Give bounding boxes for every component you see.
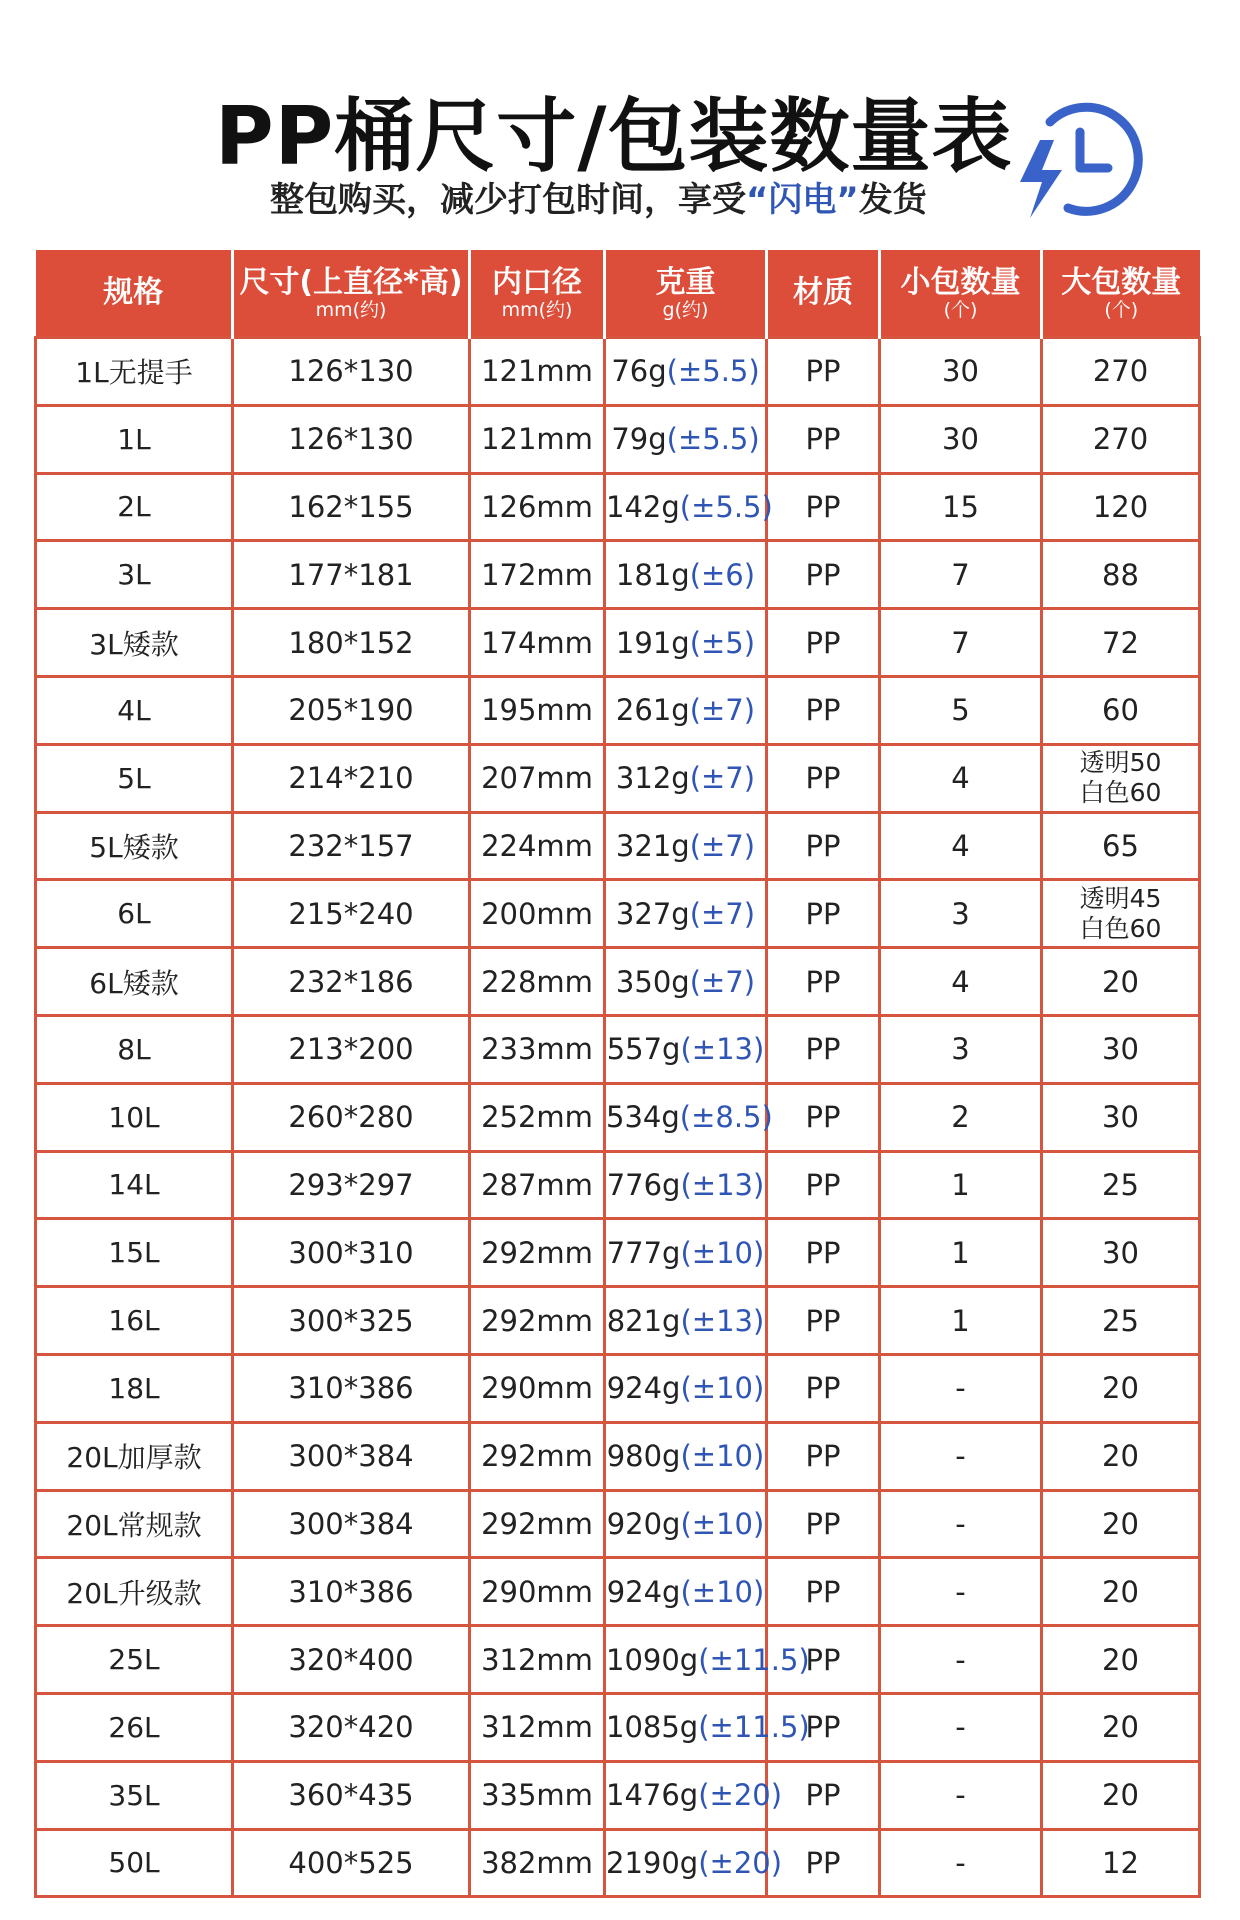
material-cell: PP bbox=[767, 676, 880, 744]
inner-diameter-cell: 382mm bbox=[470, 1829, 605, 1897]
spec-cell: 25L bbox=[36, 1626, 233, 1694]
inner-diameter-cell: 292mm bbox=[470, 1490, 605, 1558]
weight-cell bbox=[605, 1626, 810, 1694]
large-pack-cell bbox=[1042, 1287, 1200, 1355]
weight-tolerance: (±5.5) bbox=[666, 422, 760, 457]
large-pack-value: 25 bbox=[1102, 1167, 1139, 1202]
inner-diameter-cell: 228mm bbox=[470, 948, 605, 1016]
weight-tolerance: (±10) bbox=[680, 1506, 765, 1541]
material-cell: PP bbox=[767, 1287, 880, 1355]
size-cell: 215*240 bbox=[233, 880, 470, 948]
weight-tolerance: (±7) bbox=[689, 828, 756, 863]
large-pack-cell bbox=[1042, 1558, 1200, 1626]
size-cell: 310*386 bbox=[233, 1558, 470, 1626]
spec-cell: 20L加厚款 bbox=[36, 1422, 233, 1490]
spec-cell: 2L bbox=[36, 473, 233, 541]
table-row bbox=[36, 1626, 1200, 1694]
large-pack-value: 12 bbox=[1102, 1845, 1139, 1880]
table-row bbox=[36, 1083, 1200, 1151]
small-pack-cell: 30 bbox=[880, 338, 1042, 406]
inner-diameter-cell: 172mm bbox=[470, 541, 605, 609]
subtitle-prefix: 整包购买，减少打包时间，享受 bbox=[270, 180, 746, 220]
weight-tolerance: (±7) bbox=[689, 964, 756, 999]
inner-diameter-cell: 312mm bbox=[470, 1626, 605, 1694]
small-pack-cell: - bbox=[880, 1558, 1042, 1626]
weight-cell bbox=[605, 1829, 783, 1897]
weight-tolerance: (±11.5) bbox=[698, 1710, 810, 1745]
size-cell: 320*400 bbox=[233, 1626, 470, 1694]
large-pack-value: 20 bbox=[1102, 1506, 1139, 1541]
header-inner: 内口径 mm(约) bbox=[470, 250, 605, 338]
large-pack-value: 20 bbox=[1102, 1371, 1139, 1406]
weight-value: 79g bbox=[611, 422, 667, 457]
weight-tolerance: (±7) bbox=[689, 693, 756, 728]
header-size: 尺寸(上直径*高) mm(约) bbox=[233, 250, 470, 338]
spec-cell: 20L常规款 bbox=[36, 1490, 233, 1558]
weight-cell bbox=[605, 1558, 767, 1626]
table-row bbox=[36, 338, 1200, 406]
material-cell: PP bbox=[767, 1626, 880, 1694]
weight-tolerance: (±10) bbox=[680, 1439, 765, 1474]
material-cell: PP bbox=[767, 405, 880, 473]
weight-tolerance: (±6) bbox=[689, 557, 756, 592]
spec-cell: 4L bbox=[36, 676, 233, 744]
size-cell: 205*190 bbox=[233, 676, 470, 744]
large-pack-cell bbox=[1042, 744, 1200, 812]
weight-cell bbox=[605, 1287, 767, 1355]
weight-cell bbox=[605, 541, 767, 609]
small-pack-cell: 4 bbox=[880, 948, 1042, 1016]
size-cell: 310*386 bbox=[233, 1354, 470, 1422]
small-pack-cell: 15 bbox=[880, 473, 1042, 541]
table-row bbox=[36, 948, 1200, 1016]
material-cell: PP bbox=[767, 948, 880, 1016]
spec-cell: 5L矮款 bbox=[36, 812, 233, 880]
spec-cell: 18L bbox=[36, 1354, 233, 1422]
large-pack-value: 65 bbox=[1102, 828, 1139, 863]
small-pack-cell: - bbox=[880, 1829, 1042, 1897]
inner-diameter-cell: 233mm bbox=[470, 1015, 605, 1083]
table-row bbox=[36, 541, 1200, 609]
large-pack-value: 透明45 bbox=[1079, 883, 1162, 913]
large-pack-cell bbox=[1042, 1219, 1200, 1287]
large-pack-cell bbox=[1042, 1422, 1200, 1490]
size-cell: 232*186 bbox=[233, 948, 470, 1016]
weight-value: 924g bbox=[606, 1371, 681, 1406]
small-pack-cell: 5 bbox=[880, 676, 1042, 744]
material-cell: PP bbox=[767, 880, 880, 948]
large-pack-cell bbox=[1042, 541, 1200, 609]
small-pack-cell: 4 bbox=[880, 812, 1042, 880]
weight-tolerance: (±10) bbox=[680, 1235, 765, 1270]
small-pack-cell: 1 bbox=[880, 1151, 1042, 1219]
spec-table bbox=[34, 250, 1201, 1898]
weight-value: 142g bbox=[606, 489, 680, 524]
table-row bbox=[36, 880, 1200, 948]
weight-cell bbox=[605, 1219, 767, 1287]
inner-diameter-cell: 290mm bbox=[470, 1558, 605, 1626]
spec-cell: 3L矮款 bbox=[36, 609, 233, 677]
header-weight: 克重 g(约) bbox=[605, 250, 767, 338]
spec-cell: 50L bbox=[36, 1829, 233, 1897]
weight-value: 821g bbox=[606, 1303, 681, 1338]
spec-cell: 6L bbox=[36, 880, 233, 948]
large-pack-cell bbox=[1042, 676, 1200, 744]
spec-cell: 35L bbox=[36, 1761, 233, 1829]
small-pack-cell: - bbox=[880, 1626, 1042, 1694]
size-cell: 177*181 bbox=[233, 541, 470, 609]
inner-diameter-cell: 121mm bbox=[470, 405, 605, 473]
small-pack-cell: 4 bbox=[880, 744, 1042, 812]
weight-value: 327g bbox=[615, 896, 690, 931]
table-row bbox=[36, 1829, 1200, 1897]
size-cell: 126*130 bbox=[233, 405, 470, 473]
small-pack-cell: 3 bbox=[880, 880, 1042, 948]
table-row bbox=[36, 405, 1200, 473]
size-cell: 300*384 bbox=[233, 1422, 470, 1490]
large-pack-value: 30 bbox=[1102, 1100, 1139, 1135]
weight-value: 924g bbox=[606, 1574, 681, 1609]
weight-value: 776g bbox=[606, 1167, 681, 1202]
weight-tolerance: (±13) bbox=[680, 1032, 765, 1067]
weight-value: 261g bbox=[615, 693, 690, 728]
header-spec: 规格 bbox=[36, 250, 233, 338]
weight-cell bbox=[605, 744, 767, 812]
large-pack-value: 25 bbox=[1102, 1303, 1139, 1338]
spec-cell: 16L bbox=[36, 1287, 233, 1355]
header-small-pack: 小包数量 (个) bbox=[880, 250, 1042, 338]
small-pack-cell: - bbox=[880, 1422, 1042, 1490]
table-row bbox=[36, 812, 1200, 880]
weight-value: 191g bbox=[615, 625, 690, 660]
large-pack-value: 30 bbox=[1102, 1032, 1139, 1067]
material-cell: PP bbox=[767, 1083, 880, 1151]
weight-cell bbox=[605, 609, 767, 677]
weight-cell bbox=[605, 405, 767, 473]
weight-tolerance: (±5) bbox=[689, 625, 756, 660]
table-row bbox=[36, 1015, 1200, 1083]
spec-cell: 20L升级款 bbox=[36, 1558, 233, 1626]
weight-value: 557g bbox=[606, 1032, 681, 1067]
spec-cell: 15L bbox=[36, 1219, 233, 1287]
large-pack-value: 72 bbox=[1102, 625, 1139, 660]
subtitle-highlight: “闪电” bbox=[746, 180, 859, 220]
size-cell: 180*152 bbox=[233, 609, 470, 677]
size-cell: 320*420 bbox=[233, 1693, 470, 1761]
small-pack-cell: - bbox=[880, 1490, 1042, 1558]
size-cell: 214*210 bbox=[233, 744, 470, 812]
material-cell: PP bbox=[767, 1151, 880, 1219]
small-pack-cell: - bbox=[880, 1761, 1042, 1829]
large-pack-value: 30 bbox=[1102, 1235, 1139, 1270]
table-row bbox=[36, 1693, 1200, 1761]
large-pack-cell bbox=[1042, 473, 1200, 541]
small-pack-cell: 7 bbox=[880, 541, 1042, 609]
weight-value: 534g bbox=[606, 1100, 680, 1135]
large-pack-value: 白色60 bbox=[1079, 913, 1162, 943]
weight-cell bbox=[605, 1015, 767, 1083]
table-row bbox=[36, 744, 1200, 812]
spec-cell: 14L bbox=[36, 1151, 233, 1219]
size-cell: 360*435 bbox=[233, 1761, 470, 1829]
small-pack-cell: 30 bbox=[880, 405, 1042, 473]
large-pack-cell bbox=[1042, 1490, 1200, 1558]
large-pack-value: 20 bbox=[1102, 964, 1139, 999]
weight-tolerance: (±10) bbox=[680, 1371, 765, 1406]
large-pack-cell bbox=[1042, 1829, 1200, 1897]
material-cell: PP bbox=[767, 1490, 880, 1558]
spec-cell: 8L bbox=[36, 1015, 233, 1083]
weight-value: 2190g bbox=[606, 1845, 699, 1880]
inner-diameter-cell: 312mm bbox=[470, 1693, 605, 1761]
weight-tolerance: (±13) bbox=[680, 1303, 765, 1338]
large-pack-value: 20 bbox=[1102, 1710, 1139, 1745]
large-pack-cell bbox=[1042, 405, 1200, 473]
size-cell: 300*384 bbox=[233, 1490, 470, 1558]
large-pack-cell bbox=[1042, 1626, 1200, 1694]
large-pack-value: 白色60 bbox=[1079, 778, 1162, 808]
weight-tolerance: (±13) bbox=[680, 1167, 765, 1202]
small-pack-cell: - bbox=[880, 1693, 1042, 1761]
lightning-clock-icon bbox=[1010, 90, 1150, 230]
large-pack-cell bbox=[1042, 948, 1200, 1016]
large-pack-cell bbox=[1042, 1151, 1200, 1219]
large-pack-cell bbox=[1042, 1083, 1200, 1151]
weight-tolerance: (±20) bbox=[698, 1845, 783, 1880]
weight-tolerance: (±5.5) bbox=[679, 489, 773, 524]
spec-cell: 3L bbox=[36, 541, 233, 609]
page-title: PP桶尺寸/包装数量表 bbox=[215, 90, 1013, 183]
weight-cell bbox=[605, 1422, 767, 1490]
inner-diameter-cell: 126mm bbox=[470, 473, 605, 541]
page-subtitle bbox=[270, 178, 990, 222]
inner-diameter-cell: 290mm bbox=[470, 1354, 605, 1422]
material-cell: PP bbox=[767, 1558, 880, 1626]
weight-cell bbox=[605, 1761, 783, 1829]
material-cell: PP bbox=[767, 338, 880, 406]
table-header-row bbox=[36, 250, 1200, 338]
inner-diameter-cell: 287mm bbox=[470, 1151, 605, 1219]
size-cell: 400*525 bbox=[233, 1829, 470, 1897]
inner-diameter-cell: 207mm bbox=[470, 744, 605, 812]
material-cell: PP bbox=[767, 1015, 880, 1083]
weight-tolerance: (±20) bbox=[698, 1778, 783, 1813]
weight-value: 1090g bbox=[606, 1642, 699, 1677]
material-cell: PP bbox=[767, 1761, 880, 1829]
weight-tolerance: (±7) bbox=[689, 896, 756, 931]
table-row bbox=[36, 1354, 1200, 1422]
material-cell: PP bbox=[767, 744, 880, 812]
inner-diameter-cell: 121mm bbox=[470, 338, 605, 406]
large-pack-value: 20 bbox=[1102, 1642, 1139, 1677]
small-pack-cell: 3 bbox=[880, 1015, 1042, 1083]
material-cell: PP bbox=[767, 609, 880, 677]
small-pack-cell: 1 bbox=[880, 1287, 1042, 1355]
small-pack-cell: - bbox=[880, 1354, 1042, 1422]
inner-diameter-cell: 174mm bbox=[470, 609, 605, 677]
material-cell: PP bbox=[767, 1354, 880, 1422]
header-large-pack: 大包数量 (个) bbox=[1042, 250, 1200, 338]
inner-diameter-cell: 292mm bbox=[470, 1219, 605, 1287]
large-pack-value: 20 bbox=[1102, 1439, 1139, 1474]
inner-diameter-cell: 200mm bbox=[470, 880, 605, 948]
large-pack-cell bbox=[1042, 338, 1200, 406]
weight-cell bbox=[605, 812, 767, 880]
large-pack-value: 270 bbox=[1092, 354, 1149, 389]
large-pack-cell bbox=[1042, 880, 1200, 948]
material-cell: PP bbox=[767, 1219, 880, 1287]
weight-cell bbox=[605, 1693, 810, 1761]
inner-diameter-cell: 195mm bbox=[470, 676, 605, 744]
material-cell: PP bbox=[767, 1693, 880, 1761]
small-pack-cell: 7 bbox=[880, 609, 1042, 677]
large-pack-value: 透明50 bbox=[1079, 748, 1162, 778]
weight-tolerance: (±11.5) bbox=[698, 1642, 810, 1677]
large-pack-value: 20 bbox=[1102, 1574, 1139, 1609]
weight-cell bbox=[605, 338, 767, 406]
table-row bbox=[36, 473, 1200, 541]
inner-diameter-cell: 224mm bbox=[470, 812, 605, 880]
weight-tolerance: (±8.5) bbox=[679, 1100, 773, 1135]
weight-value: 181g bbox=[615, 557, 690, 592]
table-row bbox=[36, 609, 1200, 677]
table-row bbox=[36, 1287, 1200, 1355]
small-pack-cell: 2 bbox=[880, 1083, 1042, 1151]
weight-value: 980g bbox=[606, 1439, 681, 1474]
table-row bbox=[36, 1219, 1200, 1287]
size-cell: 300*310 bbox=[233, 1219, 470, 1287]
table-row bbox=[36, 1558, 1200, 1626]
weight-cell bbox=[605, 1354, 767, 1422]
size-cell: 293*297 bbox=[233, 1151, 470, 1219]
weight-value: 1085g bbox=[606, 1710, 699, 1745]
weight-value: 321g bbox=[615, 828, 690, 863]
spec-cell: 10L bbox=[36, 1083, 233, 1151]
spec-cell: 1L bbox=[36, 405, 233, 473]
weight-value: 76g bbox=[611, 354, 667, 389]
material-cell: PP bbox=[767, 812, 880, 880]
inner-diameter-cell: 335mm bbox=[470, 1761, 605, 1829]
size-cell: 126*130 bbox=[233, 338, 470, 406]
weight-cell bbox=[605, 1151, 767, 1219]
weight-cell bbox=[605, 1490, 767, 1558]
weight-tolerance: (±10) bbox=[680, 1574, 765, 1609]
large-pack-value: 270 bbox=[1092, 422, 1149, 457]
material-cell: PP bbox=[767, 473, 880, 541]
large-pack-cell bbox=[1042, 1761, 1200, 1829]
material-cell: PP bbox=[767, 541, 880, 609]
small-pack-cell: 1 bbox=[880, 1219, 1042, 1287]
large-pack-cell bbox=[1042, 609, 1200, 677]
size-cell: 162*155 bbox=[233, 473, 470, 541]
weight-value: 777g bbox=[606, 1235, 681, 1270]
spec-cell: 5L bbox=[36, 744, 233, 812]
size-cell: 260*280 bbox=[233, 1083, 470, 1151]
large-pack-cell bbox=[1042, 812, 1200, 880]
table-row bbox=[36, 1151, 1200, 1219]
weight-value: 1476g bbox=[606, 1778, 699, 1813]
size-cell: 213*200 bbox=[233, 1015, 470, 1083]
table-row bbox=[36, 676, 1200, 744]
spec-cell: 6L矮款 bbox=[36, 948, 233, 1016]
inner-diameter-cell: 292mm bbox=[470, 1287, 605, 1355]
weight-cell bbox=[605, 1083, 773, 1151]
large-pack-cell bbox=[1042, 1354, 1200, 1422]
spec-cell: 26L bbox=[36, 1693, 233, 1761]
material-cell: PP bbox=[767, 1829, 880, 1897]
table-row bbox=[36, 1422, 1200, 1490]
inner-diameter-cell: 252mm bbox=[470, 1083, 605, 1151]
header-material: 材质 bbox=[767, 250, 880, 338]
spec-cell: 1L无提手 bbox=[36, 338, 233, 406]
weight-tolerance: (±7) bbox=[689, 761, 756, 796]
large-pack-value: 88 bbox=[1102, 557, 1139, 592]
size-cell: 232*157 bbox=[233, 812, 470, 880]
large-pack-value: 60 bbox=[1102, 693, 1139, 728]
material-cell: PP bbox=[767, 1422, 880, 1490]
large-pack-value: 20 bbox=[1102, 1778, 1139, 1813]
weight-tolerance: (±5.5) bbox=[666, 354, 760, 389]
weight-cell bbox=[605, 676, 767, 744]
inner-diameter-cell: 292mm bbox=[470, 1422, 605, 1490]
size-cell: 300*325 bbox=[233, 1287, 470, 1355]
large-pack-value: 120 bbox=[1092, 489, 1149, 524]
weight-value: 350g bbox=[615, 964, 690, 999]
weight-cell bbox=[605, 880, 767, 948]
weight-value: 312g bbox=[615, 761, 690, 796]
weight-cell bbox=[605, 473, 773, 541]
large-pack-cell bbox=[1042, 1693, 1200, 1761]
table-row bbox=[36, 1490, 1200, 1558]
weight-cell bbox=[605, 948, 767, 1016]
table-row bbox=[36, 1761, 1200, 1829]
weight-value: 920g bbox=[606, 1506, 681, 1541]
large-pack-cell bbox=[1042, 1015, 1200, 1083]
subtitle-suffix: 发货 bbox=[858, 180, 927, 220]
